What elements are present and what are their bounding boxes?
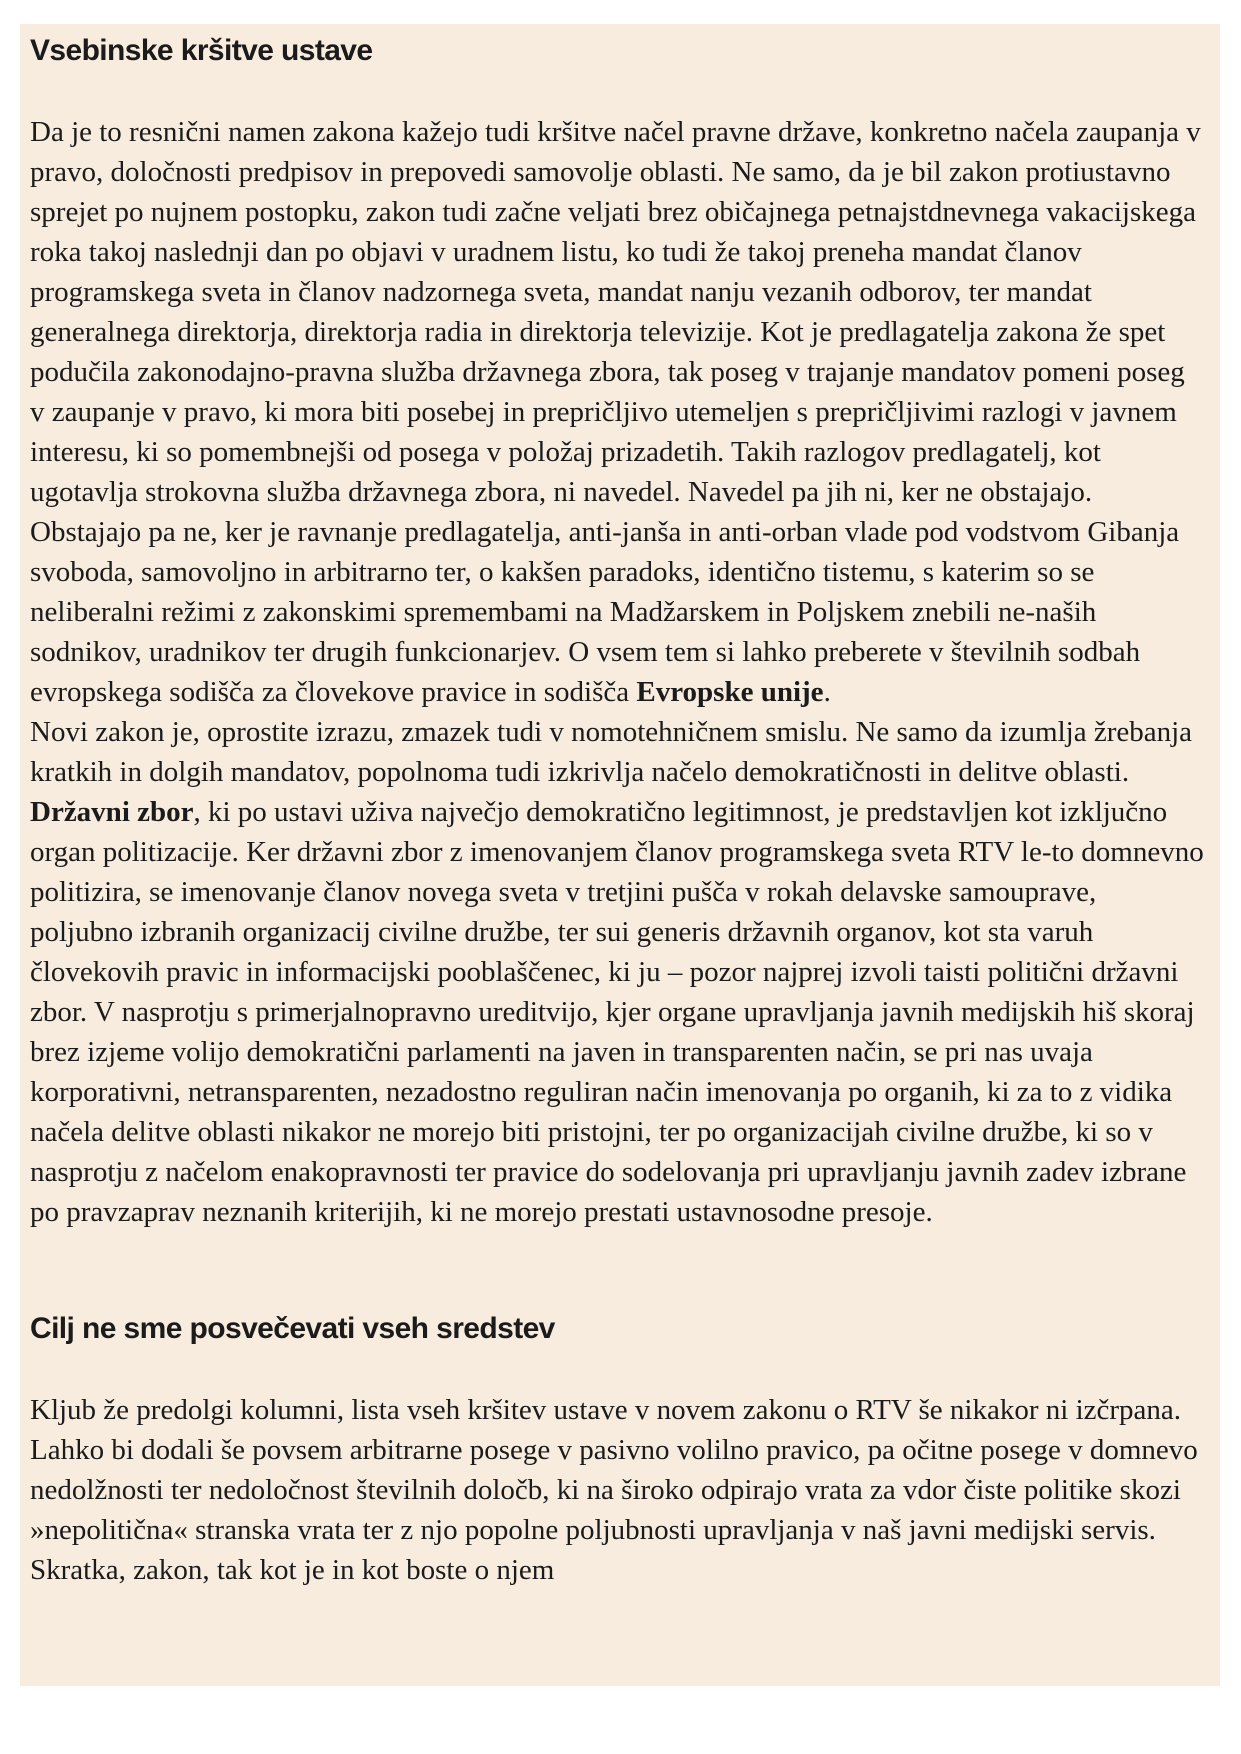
- section-heading: Vsebinske kršitve ustave: [30, 34, 373, 67]
- article-panel: [20, 24, 1220, 1686]
- paragraph: Novi zakon je, oprostite izrazu, zmazek tudi v nomotehničnem smislu. Ne samo da izumlja žrebanja kratkih in dolgih mandatov, popolnoma tudi izkrivlja načelo demokratičnosti in delitve oblasti. Državni zbor, ki po ustavi uživa največjo demokratično legitimnost, je predstavljen kot izključno organ politizacije. Ker državni zbor z imenovanjem članov programskega sveta RTV le-to domnevno politizira, se imenovanje članov novega sveta v tretjini pušča v rokah delavske samouprave, poljubno izbranih organizacij civilne družbe, ter sui generis državnih organov, kot sta varuh človekovih pravic in informacijski pooblaščenec, ki ju – pozor najprej izvoli taisti politični državni zbor. V nasprotju s primerjalnopravno ureditvijo, kjer organe upravljanja javnih medijskih hiš skoraj brez izjeme volijo demokratični parlamenti na javen in transparenten način, se pri nas uvaja korporativni, netransparenten, nezadostno reguliran način imenovanja po organih, ki za to z vidika načela delitve oblasti nikakor ne morejo biti pristojni, ter po organizacijah civilne družbe, ki so v nasprotju z načelom enakopravnosti ter pravice do sodelovanja pri upravljanju javnih zadev izbrane po pravzaprav neznanih kriterijih, ki ne morejo prestati ustavnosodne presoje.: [30, 716, 1204, 1228]
- section-heading: Cilj ne sme posvečevati vseh sredstev: [30, 1312, 555, 1345]
- section-paragraphs: [30, 112, 1206, 1232]
- bold-text: Državni zbor: [30, 796, 194, 828]
- section-vsebinske-krsitve-ustave: [30, 32, 1206, 1232]
- paragraph: Kljub že predolgi kolumni, lista vseh kršitev ustave v novem zakonu o RTV še nikakor ni izčrpana. Lahko bi dodali še povsem arbitrarne posege v pasivno volilno pravico, pa očitne posege v domnevo nedolžnosti ter nedoločnost številnih določb, ki na široko odpirajo vrata za vdor čiste politike skozi »nepolitična« stranska vrata ter z njo popolne poljubnosti upravljanja v naš javni medijski servis. Skratka, zakon, tak kot je in kot boste o njem: [30, 1394, 1198, 1586]
- paragraph: Da je to resnični namen zakona kažejo tudi kršitve načel pravne države, konkretno načela zaupanja v pravo, določnosti predpisov in prepovedi samovolje oblasti. Ne samo, da je bil zakon protiustavno sprejet po nujnem postopku, zakon tudi začne veljati brez običajnega petnajstdnevnega vakacijskega roka takoj naslednji dan po objavi v uradnem listu, ko tudi že takoj preneha mandat članov programskega sveta in članov nadzornega sveta, mandat nanju vezanih odborov, ter mandat generalnega direktorja, direktorja radia in direktorja televizije. Kot je predlagatelja zakona že spet podučila zakonodajno-pravna služba državnega zbora, tak poseg v trajanje mandatov pomeni poseg v zaupanje v pravo, ki mora biti posebej in prepričljivo utemeljen s prepričljivimi razlogi v javnem interesu, ki so pomembnejši od posega v položaj prizadetih. Takih razlogov predlagatelj, kot ugotavlja strokovna služba državnega zbora, ni navedel. Navedel pa jih ni, ker ne obstajajo. Obstajajo pa ne, ker je ravnanje predlagatelja, anti-janša in anti-orban vlade pod vodstvom Gibanja svoboda, samovoljno in arbitrarno ter, o kakšen paradoks, identično tistemu, s katerim so se neliberalni režimi z zakonskimi spremembami na Madžarskem in Poljskem znebili ne-naših sodnikov, uradnikov ter drugih funkcionarjev. O vsem tem si lahko preberete v številnih sodbah evropskega sodišča za človekove pravice in sodišča Evropske unije.: [30, 116, 1201, 708]
- section-paragraphs: [30, 1390, 1206, 1590]
- section-cilj-ne-sme-posvecevati: [30, 1310, 1206, 1590]
- bold-text: Evropske unije: [636, 676, 824, 708]
